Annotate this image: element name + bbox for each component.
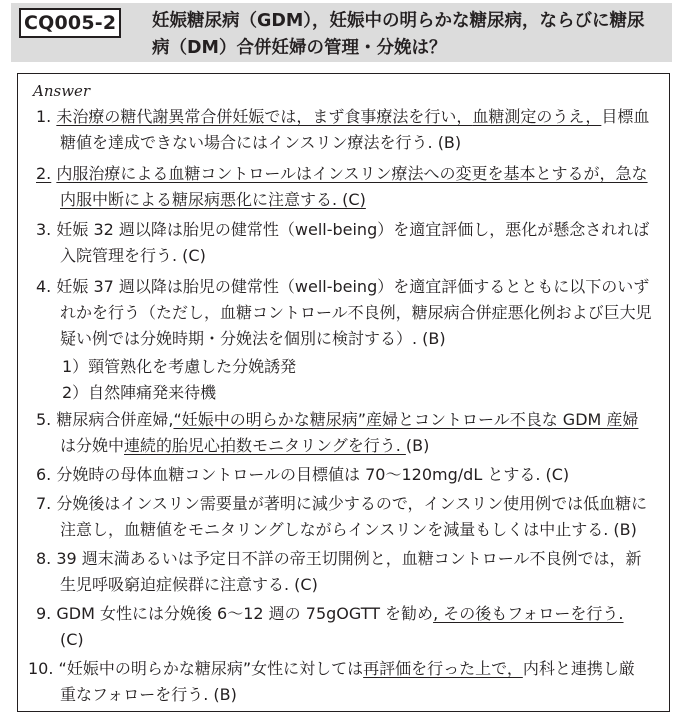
list-item	[36, 465, 569, 485]
sub-item	[62, 357, 296, 377]
list-item	[36, 410, 638, 430]
list-item	[36, 164, 648, 184]
sub-item	[62, 383, 216, 403]
list-item	[36, 604, 624, 624]
item-text: 生児呼吸窮迫症候群に注意する. (C)	[60, 575, 318, 594]
list-item	[36, 494, 647, 514]
item-text: 糖値を達成できない場合にはインスリン療法を行う. (B)	[60, 133, 462, 152]
list-item	[36, 277, 649, 297]
list-item-continuation	[60, 575, 318, 595]
item-text: 39 週末満あるいは予定日不詳の帝王切開例と，血糖コントロール不良例では，新	[56, 549, 642, 568]
item-text: れかを行う（ただし，血糖コントロール不良例，糖尿病合併症悪化例および巨大児	[60, 303, 652, 322]
list-item-continuation	[60, 303, 652, 323]
item-text: 再評価を行った上で，	[363, 659, 523, 678]
item-text: (B)	[405, 436, 430, 455]
item-number: 3.	[36, 220, 52, 239]
item-number: 8.	[36, 549, 52, 568]
item-text: 目標血	[601, 107, 650, 126]
item-text: 血糖測定のうえ，	[472, 107, 602, 126]
item-number: 9.	[36, 604, 52, 623]
item-number: 4.	[36, 277, 52, 296]
list-item	[36, 549, 642, 569]
item-text: 重なフォローを行う. (B)	[60, 685, 237, 704]
item-text: “妊娠中の明らかな糖尿病”女性に対しては	[58, 659, 364, 678]
item-text: 糖尿病合併産婦,	[56, 410, 174, 429]
answer-label: Answer	[33, 82, 91, 100]
cq-title	[152, 8, 668, 62]
item-text: 妊娠 37 週以降は胎児の健常性（well-being）を適宜評価するとともに以下のいず	[56, 277, 650, 296]
item-text: 入院管理を行う. (C)	[60, 246, 206, 265]
list-item-continuation	[60, 329, 446, 349]
list-item-continuation	[60, 246, 206, 266]
item-number: 1.	[36, 107, 52, 126]
item-text: 注意し，血糖値をモニタリングしながらインスリンを減量もしくは中止する. (B)	[60, 520, 637, 539]
item-text: 未治療の糖代謝異常合併妊娠では，まず食事療法を行い，	[56, 107, 473, 126]
item-text: 妊娠 32 週以降は胎児の健常性（well-being）を適宜評価し，悪化が懸念されれば	[56, 220, 650, 239]
item-text: (C)	[60, 630, 84, 649]
list-item	[28, 659, 635, 679]
item-text: “妊娠中の明らかな糖尿病”産婦とコントロール不良な GDM 産婦	[173, 410, 639, 429]
item-text: , その後もフォローを行う.	[433, 604, 624, 623]
header-band	[11, 3, 672, 62]
item-number: 10.	[28, 659, 54, 678]
list-item-continuation	[60, 685, 237, 705]
cq-title-line1: 妊娠糖尿病（GDM），妊娠中の明らかな糖尿病，ならびに糖尿	[152, 11, 645, 31]
list-item-continuation	[60, 520, 637, 540]
item-text: GDM 女性には分娩後 6〜12 週の 75gOGTT を勧め	[56, 604, 434, 623]
item-text: 分娩時の母体血糖コントロールの目標値は 70〜120mg/dL とする. (C)	[56, 465, 570, 484]
item-text: 内服治療による血糖コントロールはインスリン療法への変更を基本とするが，急な	[56, 164, 648, 183]
item-number: 2.	[36, 164, 52, 183]
list-item-continuation	[60, 436, 429, 456]
item-text: 内科と連携し厳	[522, 659, 635, 678]
cq-title-line2: 病（DM）合併妊婦の管理・分娩は？	[152, 38, 447, 58]
item-text: は分娩中	[60, 436, 125, 455]
item-number: 5.	[36, 410, 52, 429]
answer-box	[17, 73, 670, 712]
item-text: 疑い例では分娩時期・分娩法を個別に検討する）. (B)	[60, 329, 446, 348]
sub-item-text: 1）頸管熟化を考慮した分娩誘発	[62, 357, 297, 376]
cq-tag: CQ005-2	[19, 8, 121, 38]
list-item-continuation	[60, 190, 366, 210]
item-text: 内服中断による糖尿病悪化に注意する. (C)	[60, 190, 366, 209]
sub-item-text: 2）自然陣痛発来待機	[62, 383, 217, 402]
item-text: 連続的胎児心拍数モニタリングを行う.	[124, 436, 406, 455]
list-item-continuation	[60, 133, 461, 153]
list-item	[36, 107, 649, 127]
item-number: 7.	[36, 494, 52, 513]
item-number: 6.	[36, 465, 52, 484]
item-text: 分娩後はインスリン需要量が著明に減少するので，インスリン使用例では低血糖に	[56, 494, 648, 513]
list-item	[36, 220, 649, 240]
list-item-continuation	[60, 630, 84, 650]
